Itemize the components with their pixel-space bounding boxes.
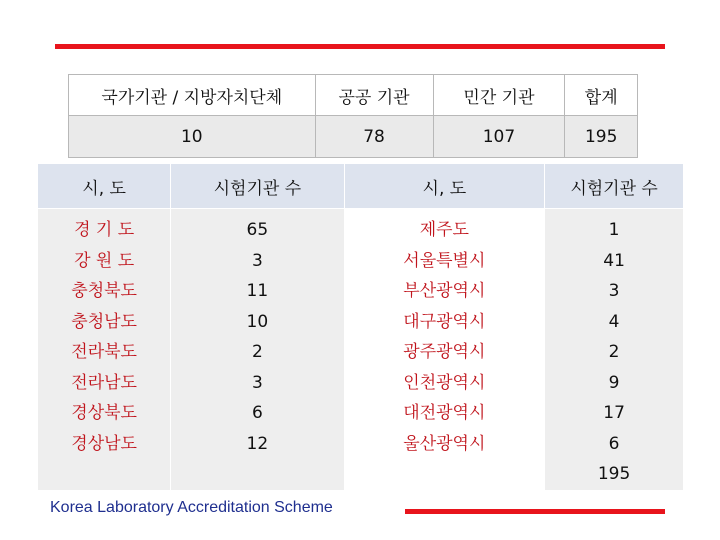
lab-count: 2: [251, 342, 263, 362]
regional-table: [37, 163, 684, 491]
region-header: 시, 도: [38, 164, 171, 209]
summary-table: [68, 74, 638, 158]
summary-value-row: [69, 116, 638, 158]
region-name: 전라남도: [71, 372, 137, 393]
region-name: 대구광역시: [403, 311, 486, 332]
region-name: 광주광역시: [403, 342, 486, 362]
summary-value-cell: 107: [433, 116, 565, 158]
lab-count: 3: [251, 250, 263, 271]
region-name: 제주도: [419, 220, 469, 240]
region-name: 충청북도: [71, 281, 137, 301]
region-name: 경 기 도: [74, 220, 135, 240]
region-name: 서울특별시: [403, 250, 486, 271]
right-count-column: [545, 209, 684, 491]
lab-count: 6: [608, 433, 620, 454]
total-value: 195: [597, 464, 631, 484]
summary-header-cell: 민간 기관: [433, 75, 565, 116]
top-accent-bar: [55, 44, 665, 49]
count-header: 시험기관 수: [171, 164, 344, 209]
regional-body-row: [38, 209, 684, 491]
lab-count: 3: [251, 372, 263, 393]
lab-count: 65: [246, 220, 269, 240]
region-name: 울산광역시: [403, 433, 486, 454]
lab-count: 4: [608, 311, 620, 332]
lab-count: 9: [608, 372, 620, 393]
lab-count: 6: [251, 403, 263, 423]
lab-count: 10: [246, 311, 269, 332]
summary-header-cell: 공공 기관: [315, 75, 433, 116]
right-region-column: [344, 209, 545, 491]
summary-value-cell: 78: [315, 116, 433, 158]
lab-count: 17: [603, 403, 625, 423]
region-name: 경상북도: [71, 403, 137, 423]
region-name: 인천광역시: [403, 372, 486, 393]
region-header: 시, 도: [344, 164, 545, 209]
bottom-accent-bar: [405, 509, 665, 514]
left-count-column: [171, 209, 344, 491]
summary-header-cell: 합계: [565, 75, 638, 116]
summary-value-cell: 195: [565, 116, 638, 158]
summary-header-cell: 국가기관 / 지방자치단체: [69, 75, 316, 116]
summary-value-cell: 10: [69, 116, 316, 158]
lab-count: 3: [608, 281, 620, 301]
region-name: 강 원 도: [74, 250, 135, 271]
lab-count: 41: [603, 250, 625, 271]
lab-count: 12: [246, 433, 269, 454]
regional-header-row: [38, 164, 684, 209]
lab-count: 1: [608, 220, 620, 240]
region-name: 충청남도: [71, 311, 137, 332]
region-name: 대전광역시: [403, 403, 486, 423]
summary-header-row: [69, 75, 638, 116]
lab-count: 11: [246, 281, 269, 301]
count-header: 시험기관 수: [545, 164, 684, 209]
region-name: 부산광역시: [403, 281, 486, 301]
region-name: 경상남도: [71, 433, 137, 454]
lab-count: 2: [608, 342, 620, 362]
left-region-column: [38, 209, 171, 491]
region-name: 전라북도: [71, 342, 137, 362]
footer-text: Korea Laboratory Accreditation Scheme: [50, 499, 333, 516]
